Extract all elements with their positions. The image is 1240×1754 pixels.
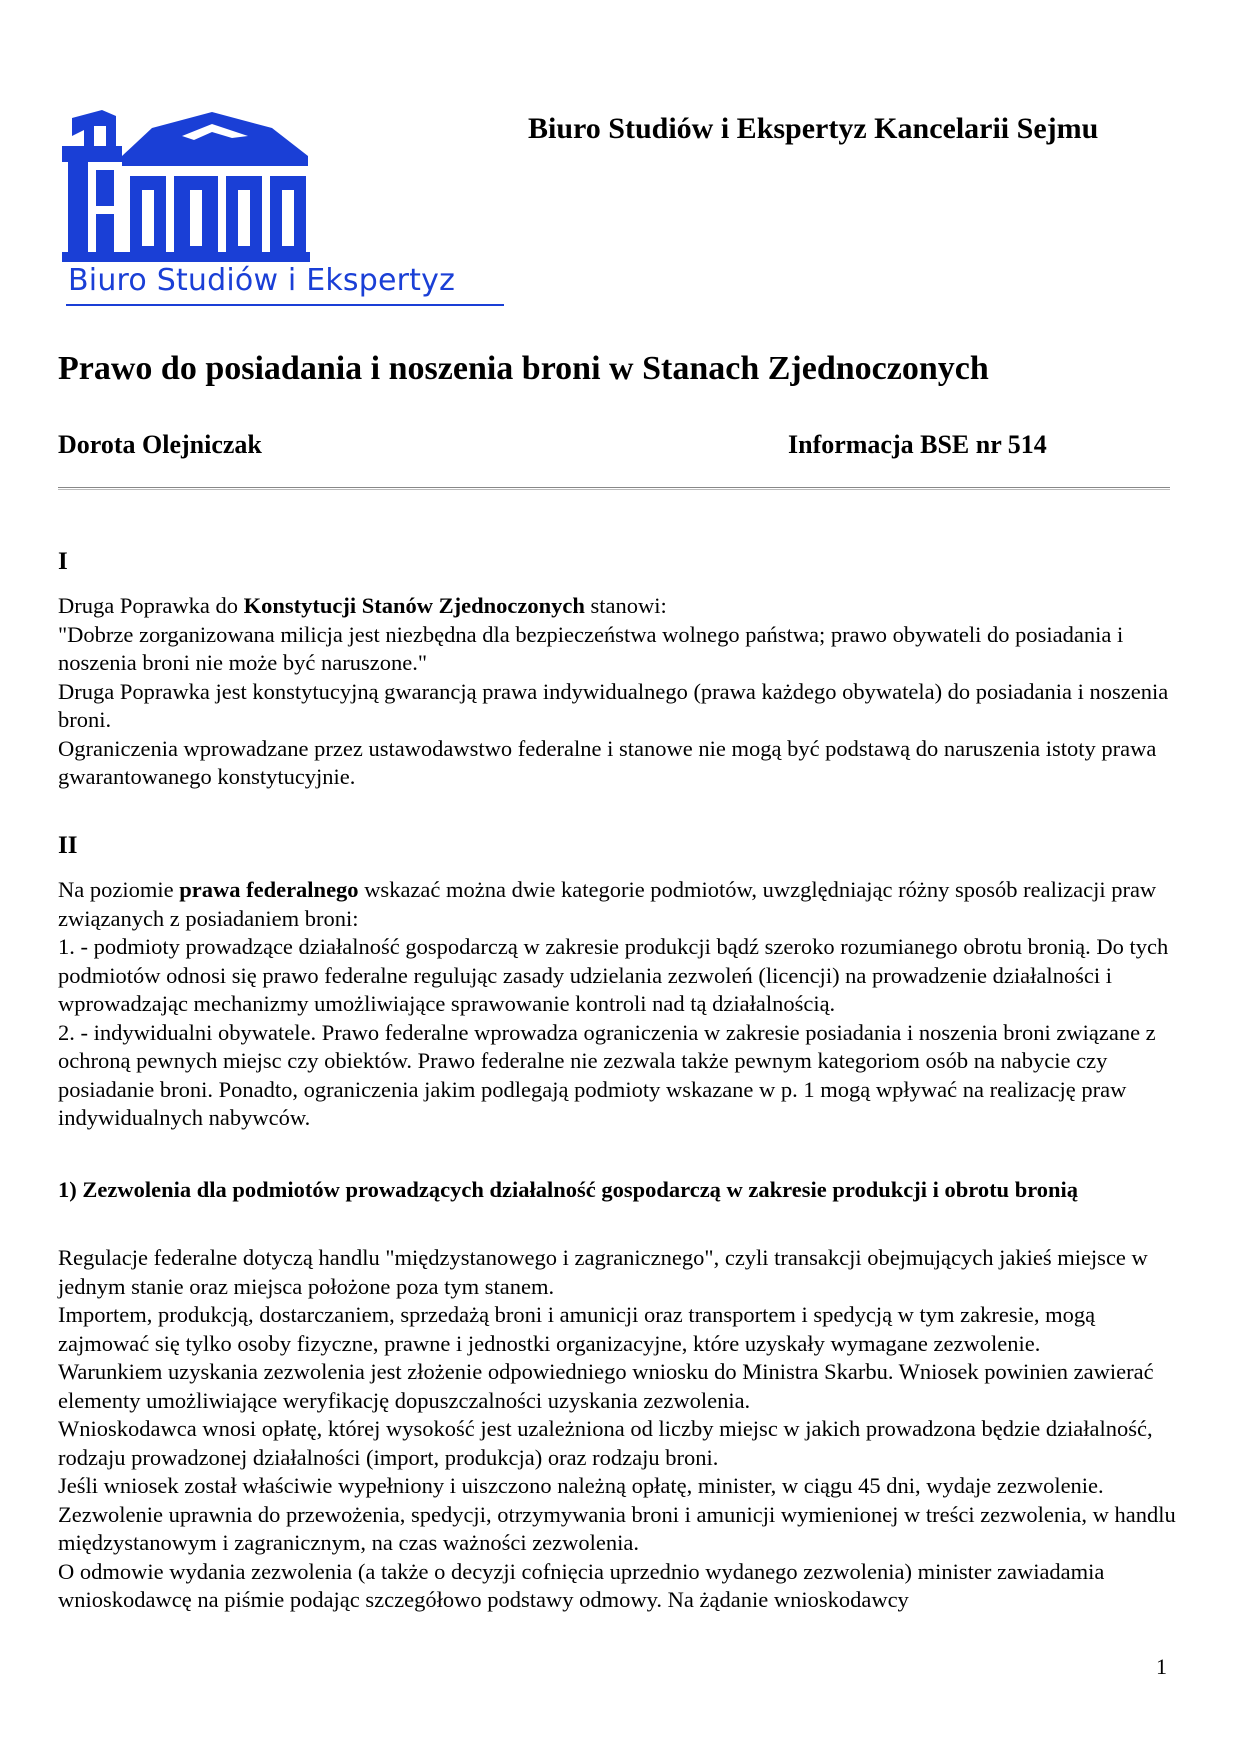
section-number-2: II [58,832,78,859]
section-number-1: I [58,548,68,575]
subsection-1-body [58,1244,1178,1615]
section-1-paragraph-3: Ograniczenia wprowadzane przez ustawodawstwo federalne i stanowe nie mogą być podstawą do naruszenia istoty prawa gwarantowanego konstytucyjnie. [58,735,1157,789]
intro-text-end: stanowi: [584,593,667,618]
section-2-body [58,876,1178,1133]
header-divider [58,487,1170,490]
document-title: Prawo do posiadania i noszenia broni w Stanach Zjednoczonych [58,350,989,387]
organization-name: Biuro Studiów i Ekspertyz Kancelarii Sejmu [528,112,1099,145]
intro-bold-text: prawa federalnego [179,877,359,902]
intro-text: Na poziomie [58,877,180,902]
author-name: Dorota Olejniczak [58,430,262,459]
subsection-paragraph-4: Wnioskodawca wnosi opłatę, której wysokość jest uzależniona od liczby miejsc w jakich prowadzona będzie działalność, rodzaju prowadzonej działalności (import, produkcja) oraz rodzaju broni. [58,1416,1153,1470]
subsection-paragraph-6: O odmowie wydania zezwolenia (a także o decyzji cofnięcia uprzednio wydanego zezwolenia) minister zawiadamia wnioskodawcę na piśmie podając szczegółowo podstawy odmowy. Na żądanie wnioskodawcy [58,1558,1105,1612]
subsection-paragraph-5: Jeśli wniosek został właściwie wypełniony i uiszczono należną opłatę, minister, w ciągu 45 dni, wydaje zezwolenie. Zezwolenie uprawnia do przewożenia, spedycji, otrzymywania broni i amunicji wymienionej w treści zezwolenia, w handlu międzystanowym i zagranicznym, na czas ważności zezwolenia. [58,1473,1176,1555]
intro-text: Druga Poprawka do [58,593,244,618]
logo-underline [66,304,504,306]
page-number: 1 [1156,1654,1167,1679]
list-item-2: 2. - indywidualni obywatele. Prawo federalne wprowadza ograniczenia w zakresie posiadania i noszenia broni związane z ochroną pewnych miejsc czy obiektów. Prawo federalne nie zezwala także pewnym kategoriom osób na nabycie czy posiadanie broni. Ponadto, ograniczenia jakim podlegają podmioty wskazane w p. 1 mogą wpływać na realizację praw indywidualnych nabywców. [58,1019,1156,1130]
bse-logo [62,106,508,311]
list-item-1: 1. - podmioty prowadzące działalność gospodarczą w zakresie produkcji bądź szeroko rozumianego obrotu bronią. Do tych podmiotów odnosi się prawo federalne regulując zasady udzielania zezwoleń (licencji) na prowadzenie działalności i wprowadzając mechanizmy umożliwiające sprawowanie kontroli nad tą działalnością. [58,934,1169,1016]
subsection-heading: 1) Zezwolenia dla podmiotów prowadzących działalność gospodarczą w zakresie produkcji i obrotu bronią [58,1177,1079,1202]
section-1-intro [58,592,1178,621]
subsection-paragraph-2: Importem, produkcją, dostarczaniem, sprzedażą broni i amunicji oraz transportem i spedycją w tym zakresie, mogą zajmować się tylko osoby fizyczne, prawne i jednostki organizacyjne, które uzyskały wymagane zezwolenie. [58,1302,1096,1356]
document-info: Informacja BSE nr 514 [788,430,1047,459]
intro-text-end: wskazać można dwie kategorie podmiotów, uwzględniając różny sposób realizacji praw związanych z posiadaniem broni: [58,877,1157,931]
constitution-quote: "Dobrze zorganizowana milicja jest niezbędna dla bezpieczeństwa wolnego państwa; prawo obywateli do posiadania i noszenia broni nie może być naruszone." [58,621,1124,675]
logo-text: Biuro Studiów i Ekspertyz [68,263,456,298]
section-1-paragraph-2: Druga Poprawka jest konstytucyjną gwarancją prawa indywidualnego (prawa każdego obywatela) do posiadania i noszenia broni. [58,678,1169,732]
section-1-body [58,592,1178,792]
subsection-paragraph-1: Regulacje federalne dotyczą handlu "międzystanowego i zagranicznego", czyli transakcji obejmujących jakieś miejsce w jednym stanie oraz miejsca położone poza tym stanem. [58,1245,1148,1299]
intro-bold-text: Konstytucji Stanów Zjednoczonych [243,593,585,618]
subsection-paragraph-3: Warunkiem uzyskania zezwolenia jest złożenie odpowiedniego wniosku do Ministra Skarbu. Wniosek powinien zawierać elementy umożliwiające weryfikację dopuszczalności uzyskania zezwolenia. [58,1359,1154,1413]
section-2-intro [58,876,1178,933]
building-logo-icon [62,106,322,266]
